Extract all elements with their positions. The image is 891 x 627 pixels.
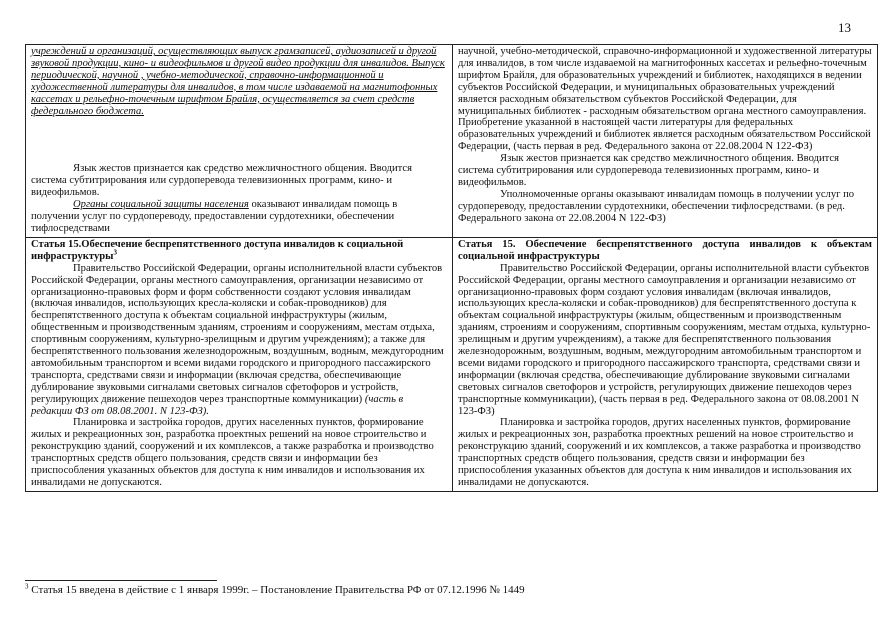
footnote-divider (25, 580, 217, 581)
literature-paragraph: научной, учебно-методической, справочно-информационной и художественной литературы для инвалидов, в том числе издаваемой на магнитофонных кассетах и рельефно-точечным шрифтом Брайля, для образовательных учреждений и библиотек, находящихся в ведении субъектов Российской Федерации, и муниципальных образовательных учреждений является расходным обязательством субъектов Российской Федерации, для муниципальных библиотек - расходным обязательством органа местного самоуправления. Приобретение указанной в настоящей части литературы для федеральных образовательных учреждений и библиотек является расходным обязательством Российской Федерации, (часть первая в ред. Федерального закона от 22.08.2004 N 122-ФЗ) (458, 46, 872, 153)
footnote-mark: 3 (25, 582, 29, 591)
article-paragraph: Планировка и застройка городов, других населенных пунктов, формирование жилых и рекреационных зон, разработка проектных решений на новое строительство и реконструкцию зданий, сооружений и их комплексов, а также разработка и производство транспортных средств общего пользования, средств связи и информации без приспособления указанных объектов для доступа к ним инвалидов и использования их инвалидами не допускаются. (458, 417, 861, 488)
right-cell-article-15 (453, 237, 878, 491)
page-number: 13 (838, 20, 851, 35)
edition-note: (часть в редакции ФЗ от 08.08.2001. N 123-ФЗ). (31, 393, 404, 417)
footnote (25, 584, 525, 596)
left-cell-old-text (26, 45, 453, 238)
article-title (31, 239, 447, 263)
organs-rest-text: оказывают инвалидам помощь в получении услуг по сурдопереводу, предоставлении сурдотехники, обеспечении тифлосредствами (31, 199, 398, 234)
italic-paragraph: учреждений и организаций, осуществляющих выпуск грамзаписей, аудиозаписей и другой звуковой продукции, кино- и видеофильмов и другой видео продукции для инвалидов. Выпуск периодической, научной , учебно-методической, справочно-информационной и художественной литературы для инвалидов, в том числе издаваемой на магнитофонных кассетах и рельефно-точечным шрифтом Брайля, осуществляется за счет средств федерального бюджета. (31, 46, 445, 117)
organs-paragraph (31, 199, 447, 235)
organs-link-text: Органы социальной защиты населения (73, 199, 249, 211)
article-paragraph: Правительство Российской Федерации, органы исполнительной власти субъектов Российской Федерации, органы местного самоуправления и организации независимо от организационно-правовых форм создают условия инвалидам (включая инвалидов, использующих кресла-коляски и собак-проводников) для беспрепятственного доступа к объектам социальной инфраструктуры (жилым, общественным и производственным зданиям, строениям и сооружениям, спортивным сооружениям, местам отдыха, культурно-зрелищным и другим учреждениям), а также для беспрепятственного пользования железнодорожным, воздушным, водным, междугородним автомобильным транспортом и всеми видами городского и пригородного пассажирского транспорта, средствами связи и информации (включая средства, обеспечивающие дублирование звуковыми сигналами световых сигналов светофоров и устройств, регулирующих движение пешеходов через транспортные коммуникации), (часть первая в ред. Федерального закона от 08.08.2001 N 123-ФЗ) (458, 262, 871, 417)
table-row (26, 237, 878, 491)
sign-language-paragraph: Язык жестов признается как средство межличностного общения. Вводится система субтитрирования или сурдоперевода телевизионных программ, кино- и видеофильмов. (458, 153, 839, 188)
footnote-ref: 3 (113, 248, 117, 257)
table-row (26, 45, 878, 238)
article-paragraph: Планировка и застройка городов, других населенных пунктов, формирование жилых и рекреационных зон, разработка проектных решений на новое строительство и реконструкцию зданий, сооружений и их комплексов, а также разработка и производство транспортных средств общего пользования, средств связи и информации без приспособления указанных объектов для доступа к ним инвалидов и использования их инвалидами не допускаются. (31, 417, 434, 488)
right-cell-new-text (453, 45, 878, 238)
article-title: Статья 15. Обеспечение беспрепятственного доступа инвалидов к объектам социальной инфраструктуры (458, 238, 872, 262)
comparison-table (25, 44, 878, 492)
article-title-text: Статья 15.Обеспечение беспрепятственного доступа инвалидов к социальной инфраструктуры (31, 238, 404, 262)
left-cell-article-15 (26, 237, 453, 491)
organs-paragraph: Уполномоченные органы оказывают инвалидам помощь в получении услуг по сурдопереводу, предоставлении сурдотехники, обеспечении тифлосредствами. (в ред. Федерального закона от 22.08.2004 N 122-ФЗ) (458, 188, 855, 224)
article-paragraph (31, 263, 447, 418)
sign-language-paragraph: Язык жестов признается как средство межличностного общения. Вводится система субтитрирования или сурдоперевода телевизионных программ, кино- и видеофильмов. (31, 163, 412, 199)
article-paragraph-text: Правительство Российской Федерации, органы исполнительной власти субъектов Российской Федерации, органы местного самоуправления, организации независимо от организационно-правовых форм и форм собственности создают условия инвалидам (включая инвалидов, использующих кресла-коляски и собак-проводников) для беспрепятственного доступа к объектам социальной инфраструктуры (жилым, общественным и производственным зданиям, строениям и сооружениям, местам отдыха, спортивным сооружениям, культурно-зрелищным и другим учреждениям); а также для беспрепятственного пользования железнодорожным, воздушным, водным, междугородним автомобильным транспортом и всеми видами городского и пригородного пассажирского транспорта, средствами связи и информации (включая средства, обеспечивающие дублирование звуковыми сигналами световых сигналов сфетофоров и устройств, регулирующих движение пешеходов через транспортные коммуникации) (31, 262, 444, 405)
footnote-text: Статья 15 введена в действие с 1 января 1999г. – Постановление Правительства РФ от 07.12.1996 № 1449 (28, 584, 525, 596)
